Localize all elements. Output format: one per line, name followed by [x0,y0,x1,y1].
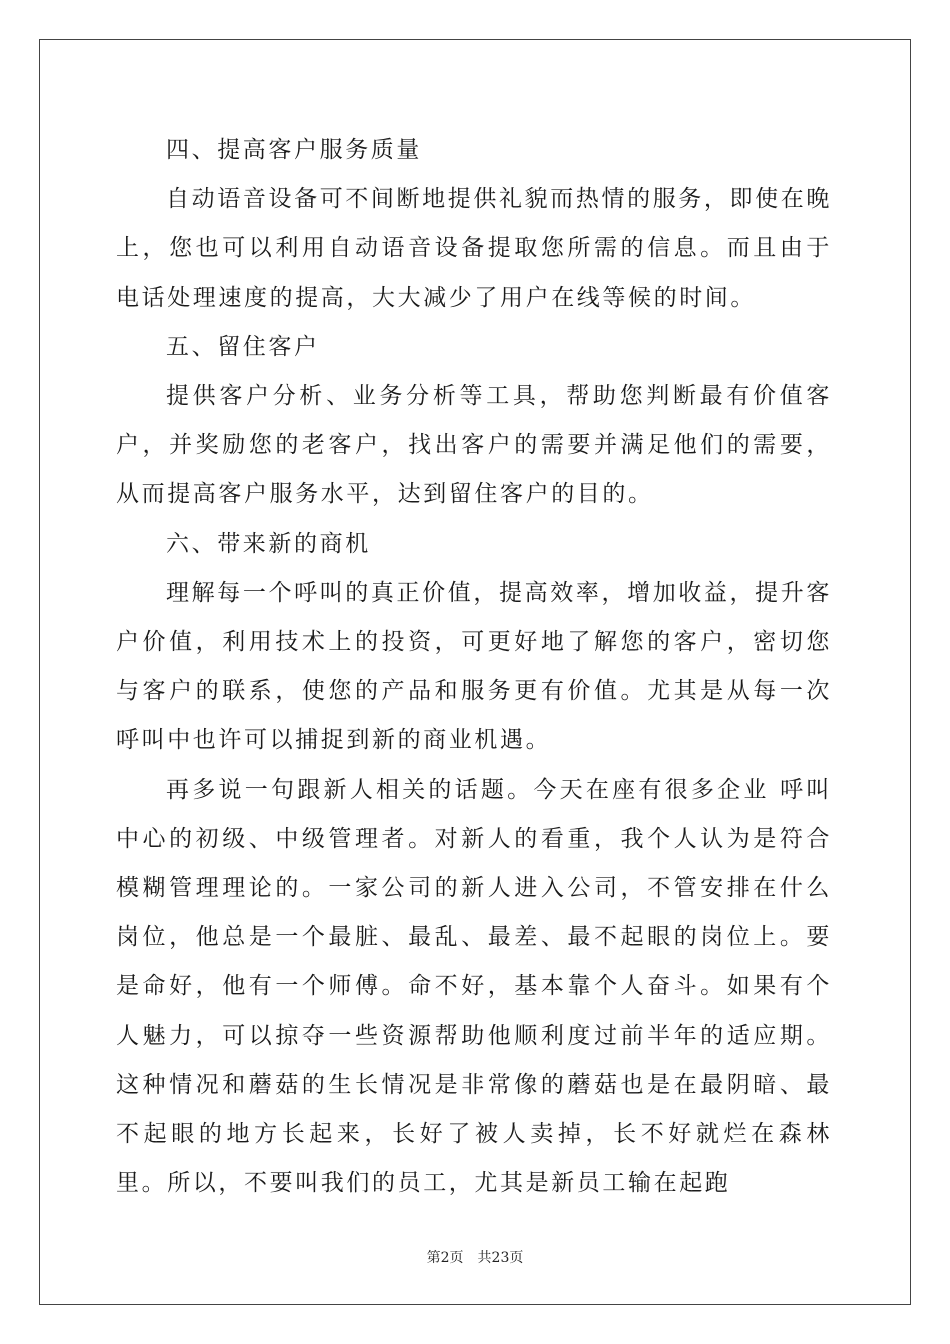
paragraph-newcomers: 再多说一句跟新人相关的话题。今天在座有很多企业 呼叫中心的初级、中级管理者。对新人的看重，我个人认为是符合模糊管理理论的。一家公司的新人进入公司，不管安排在什么岗位，他总是一个最脏、最乱、最差、最不起眼的岗位上。要是命好，他有一个师傅。命不好，基本靠个人奋斗。如果有个人魅力，可以掠夺一些资源帮助他顺利度过前半年的适应期。这种情况和蘑菇的生长情况是非常像的蘑菇也是在最阴暗、最不起眼的地方长起来，长好了被人卖掉，长不好就烂在森林里。所以，不要叫我们的员工，尤其是新员工输在起跑 [116,776,832,1197]
section-heading-4: 四、提高客户服务质量 [166,137,422,163]
section-heading-5: 五、留住客户 [166,333,320,360]
section-heading-6: 六、带来新的商机 [166,530,371,557]
page-number: 第2页 [426,1250,464,1266]
paragraph-new-business: 理解每一个呼叫的真正价值，提高效率，增加收益，提升客户价值，利用技术上的投资，可更好地了解您的客户，密切您与客户的联系，使您的产品和服务更有价值。尤其是从每一次呼叫中也许可以捕捉到新的商业机遇。 [116,579,832,754]
document-body [116,126,832,1208]
page-footer [0,1247,950,1267]
page-total: 共23页 [477,1250,524,1266]
paragraph-retain-customers: 提供客户分析、业务分析等工具，帮助您判断最有价值客户，并奖励您的老客户，找出客户的需要并满足他们的需要，从而提高客户服务水平，达到留住客户的目的。 [116,383,832,508]
paragraph-service-quality: 自动语音设备可不间断地提供礼貌而热情的服务，即使在晚上，您也可以利用自动语音设备提取您所需的信息。而且由于电话处理速度的提高，大大减少了用户在线等候的时间。 [116,186,832,311]
